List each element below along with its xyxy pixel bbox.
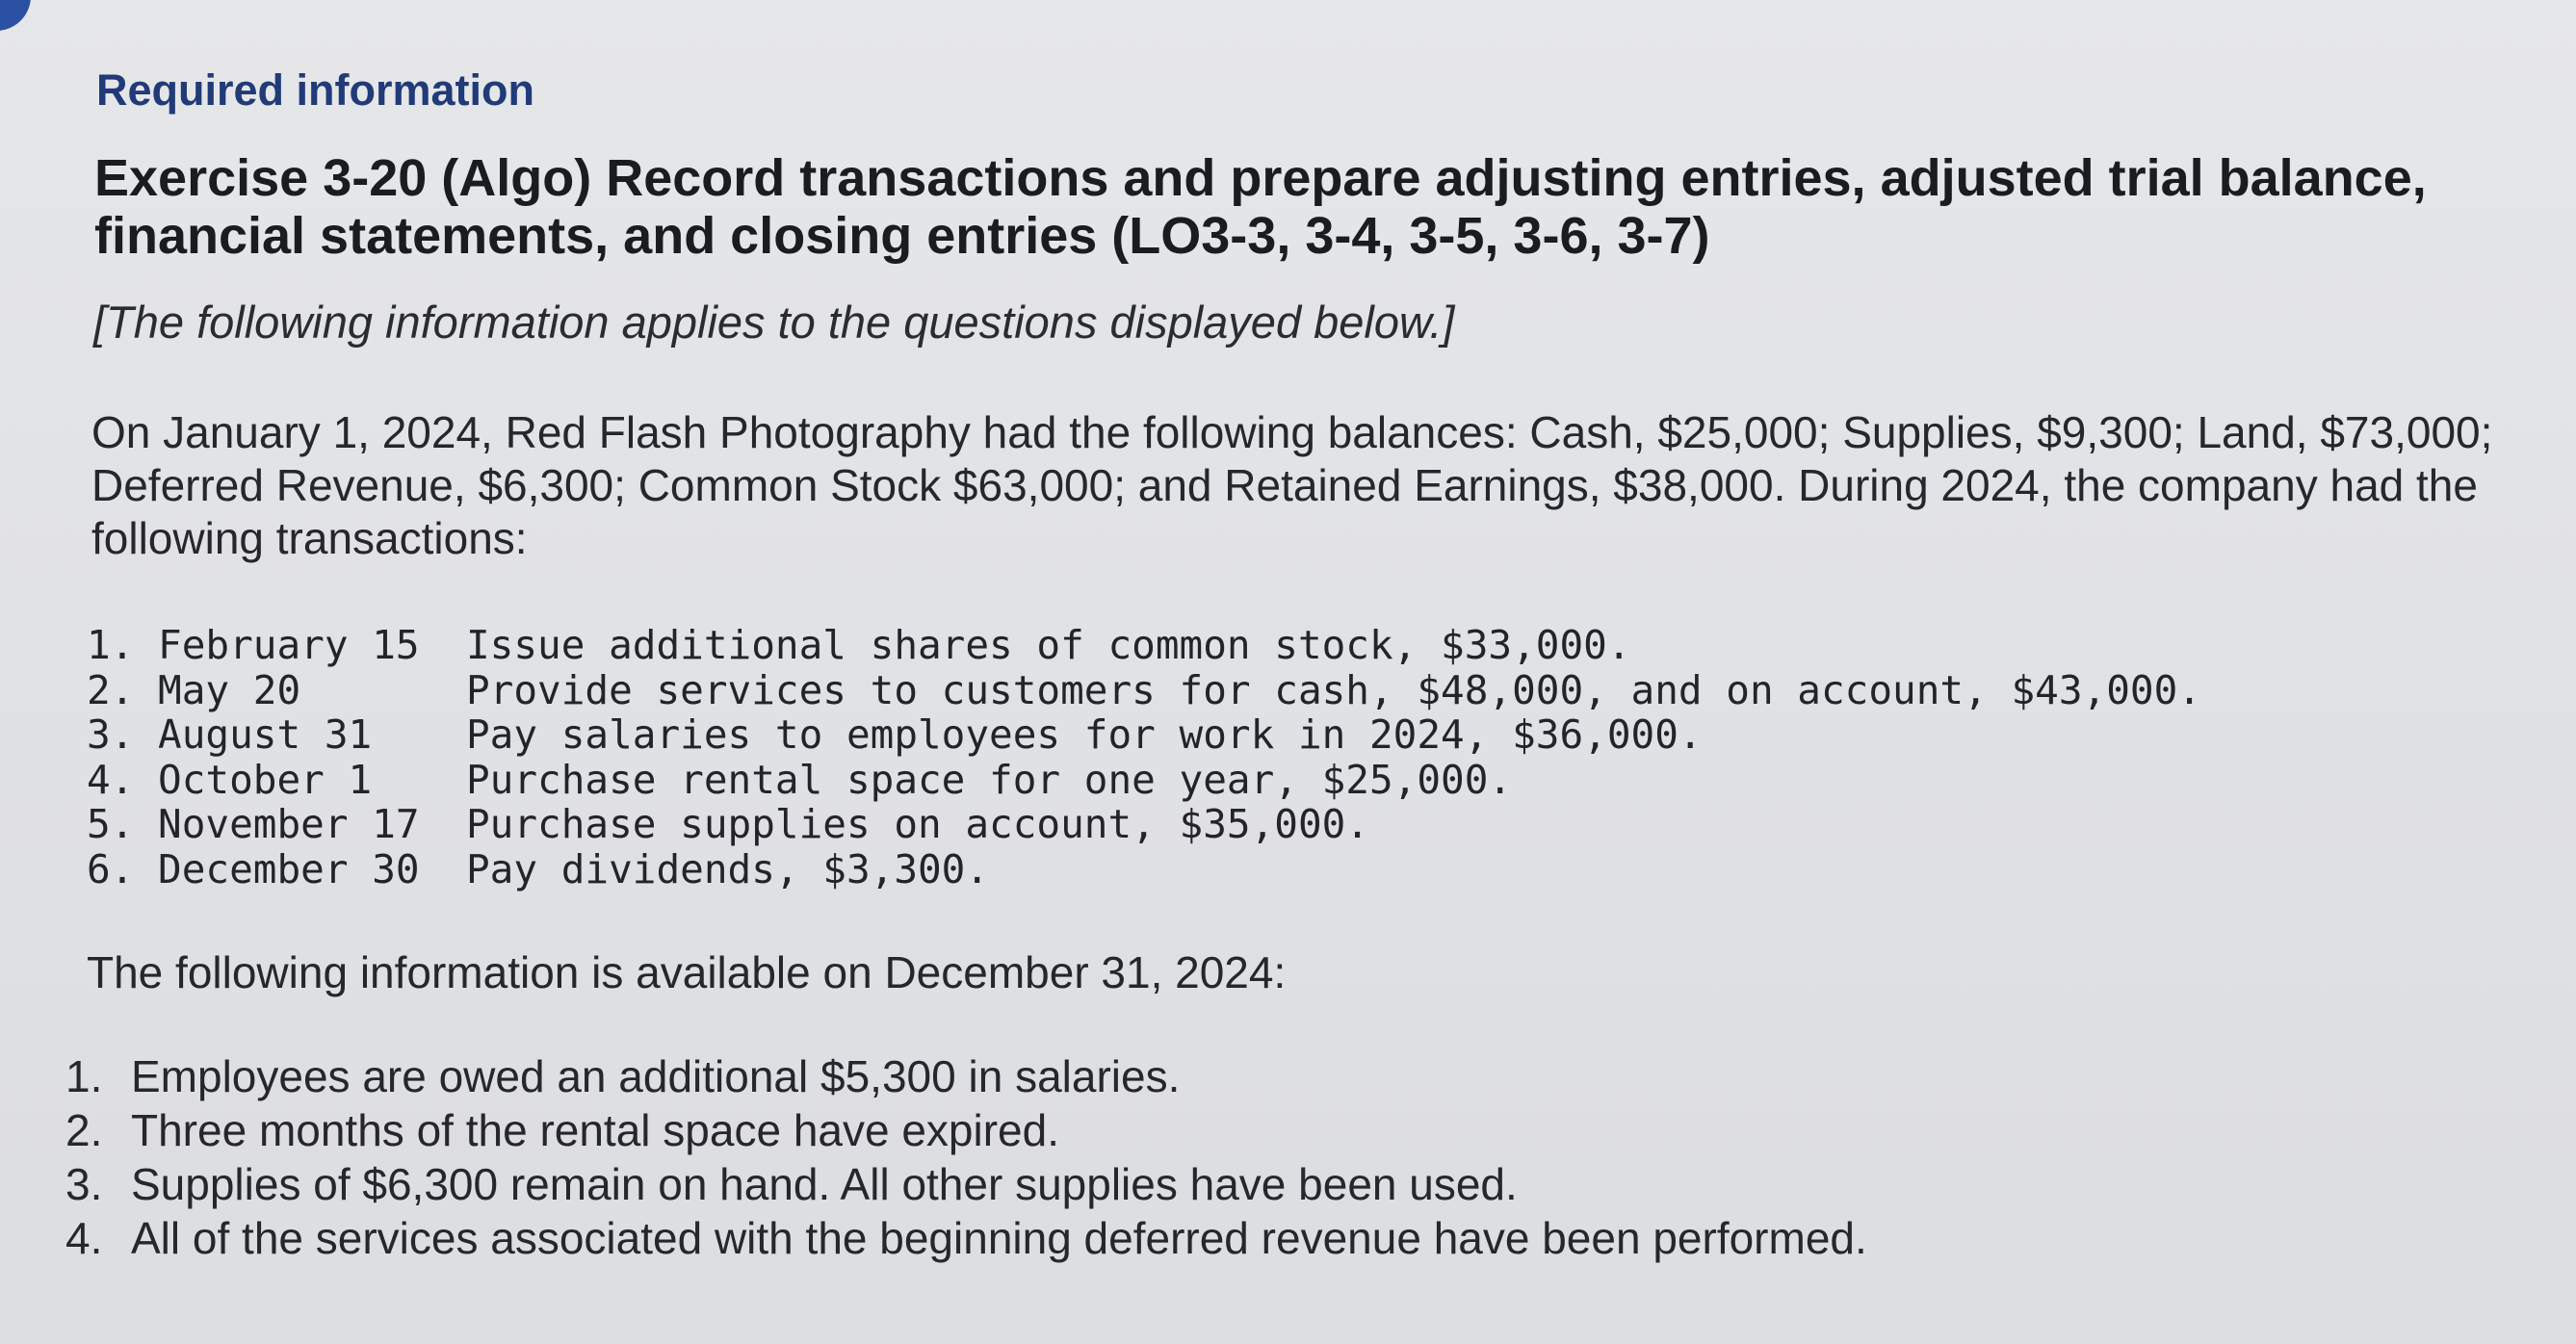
transaction-date: 2. May 20 bbox=[87, 666, 301, 713]
intro-paragraph: On January 1, 2024, Red Flash Photography had the following balances: Cash, $25,000; Supplies, $9,300; Land, $73,000; Deferred Revenue, $6,300; Common Stock $63,000; and Retained Earnings, $38,000. During 2024, the company had the following transactions: bbox=[91, 407, 2493, 563]
transactions-list bbox=[87, 623, 2201, 892]
transaction-description: Pay dividends, $3,300. bbox=[466, 845, 990, 892]
year-end-list bbox=[65, 1049, 1867, 1265]
year-end-item-number: 1. bbox=[65, 1051, 103, 1101]
transaction-row bbox=[87, 712, 2201, 758]
transaction-row bbox=[87, 623, 2201, 668]
applies-note: [The following information applies to the questions displayed below.] bbox=[93, 297, 1455, 348]
transaction-description: Purchase rental space for one year, $25,000. bbox=[466, 756, 1513, 803]
year-end-item-number: 4. bbox=[65, 1213, 103, 1263]
transaction-description: Provide services to customers for cash, $48,000, and on account, $43,000. bbox=[466, 666, 2201, 713]
year-end-item bbox=[65, 1049, 1867, 1103]
year-end-item-number: 3. bbox=[65, 1159, 103, 1209]
year-end-item-number: 2. bbox=[65, 1105, 103, 1155]
transaction-row bbox=[87, 847, 2201, 892]
transaction-date: 3. August 31 bbox=[87, 711, 373, 758]
required-information-heading: Required information bbox=[96, 65, 535, 115]
corner-tab[interactable] bbox=[0, 0, 31, 31]
transaction-row bbox=[87, 758, 2201, 803]
year-end-item-text: Supplies of $6,300 remain on hand. All other supplies have been used. bbox=[131, 1159, 1518, 1209]
year-end-item bbox=[65, 1103, 1867, 1157]
transaction-date: 6. December 30 bbox=[87, 845, 420, 892]
year-end-item bbox=[65, 1157, 1867, 1211]
transaction-row bbox=[87, 668, 2201, 713]
transaction-description: Purchase supplies on account, $35,000. bbox=[466, 801, 1369, 847]
year-end-item-text: Three months of the rental space have expired. bbox=[131, 1105, 1060, 1155]
transaction-row bbox=[87, 802, 2201, 847]
transaction-date: 4. October 1 bbox=[87, 756, 373, 803]
transaction-date: 1. February 15 bbox=[87, 622, 420, 668]
exercise-title: Exercise 3-20 (Algo) Record transactions and prepare adjusting entries, adjusted trial balance, financial statements, and closing entries (LO3-3, 3-4, 3-5, 3-6, 3-7) bbox=[94, 149, 2427, 265]
year-end-heading: The following information is available on December 31, 2024: bbox=[87, 947, 1287, 997]
transaction-description: Issue additional shares of common stock, $33,000. bbox=[466, 622, 1631, 668]
transaction-description: Pay salaries to employees for work in 2024, $36,000. bbox=[466, 711, 1703, 758]
year-end-item-text: Employees are owed an additional $5,300 in salaries. bbox=[131, 1051, 1181, 1101]
year-end-item bbox=[65, 1211, 1867, 1265]
year-end-item-text: All of the services associated with the beginning deferred revenue have been performed. bbox=[131, 1213, 1867, 1263]
transaction-date: 5. November 17 bbox=[87, 801, 420, 847]
